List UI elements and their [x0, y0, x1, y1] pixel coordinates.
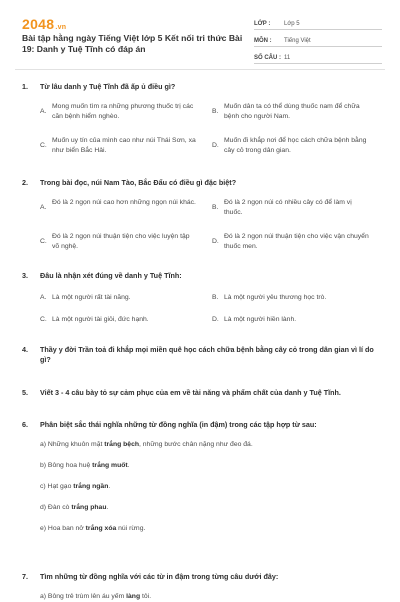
question-2: [22, 178, 382, 250]
option-text: Muốn dân ta có thể dùng thuốc nam để chữa bệnh cho người Nam.: [224, 103, 360, 120]
option-text: Là một người hiền lành.: [224, 316, 297, 323]
question-title: [22, 271, 382, 281]
option-letter: D.: [212, 316, 219, 323]
question-number: 4.: [22, 345, 28, 354]
page-title: Bài tập hằng ngày Tiếng Việt lớp 5 Kết nối tri thức Bài 19: Danh y Tuệ Tĩnh có đáp án: [22, 33, 243, 54]
sub-item-a: [40, 440, 253, 450]
option-text: Là một người tài giỏi, đức hạnh.: [52, 316, 149, 323]
option-letter: A.: [40, 108, 47, 115]
option-letter: B.: [212, 294, 219, 301]
option-text: Là một người yêu thương học trò.: [224, 294, 327, 301]
question-5: [22, 388, 382, 398]
header: [22, 16, 382, 66]
question-title: [22, 572, 382, 582]
sub-item-text: .: [127, 462, 130, 469]
question-number: 1.: [22, 82, 28, 91]
question-text: Tìm những từ đồng nghĩa với các từ in đậm trong từng câu dưới đây:: [40, 572, 279, 581]
option-letter: D.: [212, 238, 219, 245]
question-text: Viết 3 - 4 câu bày tỏ sự cảm phục của em về tài năng và phẩm chất của danh y Tuệ Tĩnh.: [40, 388, 341, 397]
meta-row-count: [254, 50, 382, 64]
question-title: [22, 178, 382, 188]
question-number: 3.: [22, 271, 28, 280]
option-text: Là một người rất tài năng.: [52, 294, 131, 301]
question-7: [22, 572, 382, 600]
sub-item-bold: trắng bệch: [104, 441, 139, 448]
sub-item-e: [40, 524, 145, 534]
option-text: Đó là 2 ngọn núi thuận tiện cho việc vận chuyển thuốc men.: [224, 233, 369, 250]
sub-item-text: e) Hoa ban nở: [40, 525, 86, 532]
question-1: [22, 82, 382, 154]
sub-item-bold: trắng muốt: [92, 462, 128, 469]
question-title: [22, 345, 382, 365]
option-letter: C.: [40, 316, 47, 323]
sub-item-text: a) Bông trẻ trùm lên áu yếm: [40, 593, 127, 600]
sub-item-bold: trắng phau: [71, 504, 107, 511]
option-text: Đó là 2 ngọn núi cao hơn những ngọn núi khác.: [52, 199, 196, 206]
sub-item-text: núi rừng.: [116, 525, 146, 532]
sub-item-text: a) Những khuôn mặt: [40, 441, 105, 448]
question-number: 6.: [22, 420, 28, 429]
site-logo[interactable]: [22, 16, 66, 32]
option-letter: A.: [40, 204, 47, 211]
meta-value: Tiếng Việt: [284, 38, 311, 44]
sub-item-text: , những bước chân nặng như đeo đá.: [139, 441, 253, 448]
meta-row-subject: [254, 33, 382, 47]
sub-item-text: c) Hạt gạo: [40, 483, 74, 490]
sub-item-bold: làng: [126, 593, 141, 600]
question-text: Từ lâu danh y Tuệ Tĩnh đã ấp ủ điều gì?: [40, 82, 176, 91]
question-title: [22, 420, 382, 430]
meta-label: MÔN :: [254, 38, 272, 44]
sub-item-text: d) Đàn cò: [40, 504, 72, 511]
option-text: Đó là 2 ngọn núi có nhiều cây có để làm vị thuốc.: [224, 199, 352, 216]
sub-item-text: tôi.: [140, 593, 152, 600]
option-letter: B.: [212, 204, 219, 211]
question-title: [22, 388, 382, 398]
question-text: Thầy y đời Trần toả đi khắp mọi miền quê học cách chữa bệnh bằng cây cỏ trong dân gian vì lí do gì?: [40, 345, 374, 364]
sub-item-text: b) Bông hoa huệ: [40, 462, 93, 469]
option-letter: B.: [212, 108, 219, 115]
sub-item-d: [40, 503, 108, 513]
option-letter: C.: [40, 142, 47, 149]
option-letter: C.: [40, 238, 47, 245]
meta-row-class: [254, 16, 382, 30]
sub-item-a: [40, 592, 151, 602]
sub-item-text: .: [106, 504, 109, 511]
sub-item-text: .: [108, 483, 111, 490]
question-text: Đâu là nhận xét đúng về danh y Tuệ Tĩnh:: [40, 271, 182, 280]
option-text: Mong muốn tìm ra những phương thuốc trị các căn bệnh hiểm nghèo.: [52, 103, 194, 120]
option-text: Đó là 2 ngọn núi thuận tiện cho việc luyện tập võ nghệ.: [52, 233, 190, 250]
question-number: 5.: [22, 388, 28, 397]
question-number: 2.: [22, 178, 28, 187]
meta-value: Lớp 5: [284, 21, 300, 27]
sub-item-bold: trắng ngần: [73, 483, 109, 490]
option-letter: A.: [40, 294, 47, 301]
logo-text: 2048: [22, 16, 55, 32]
question-6: [22, 420, 382, 532]
meta-label: LỚP :: [254, 21, 271, 27]
option-text: Muốn uy tín của mình cao như núi Thái Sơn, xa như biển Bắc Hải.: [52, 137, 196, 154]
question-4: [22, 345, 382, 365]
question-number: 7.: [22, 572, 28, 581]
option-letter: D.: [212, 142, 219, 149]
header-divider: [15, 69, 385, 70]
question-text: Phân biệt sắc thái nghĩa những từ đồng nghĩa (in đậm) trong các tập hợp từ sau:: [40, 420, 317, 429]
question-title: [22, 82, 382, 92]
question-text: Trong bài đọc, núi Nam Tào, Bắc Đẩu có điều gì đặc biệt?: [40, 178, 237, 187]
option-text: Muốn đi khắp nơi để học cách chữa bệnh bằng cây cỏ trong dân gian.: [224, 137, 367, 154]
logo-suffix: .vn: [55, 24, 67, 31]
meta-panel: [254, 16, 382, 67]
sub-item-c: [40, 482, 110, 492]
meta-value: 11: [284, 55, 291, 61]
meta-label: SỐ CÂU :: [254, 55, 281, 61]
question-3: [22, 271, 382, 323]
sub-item-b: [40, 461, 130, 471]
sub-item-bold: trắng xóa: [85, 525, 117, 532]
